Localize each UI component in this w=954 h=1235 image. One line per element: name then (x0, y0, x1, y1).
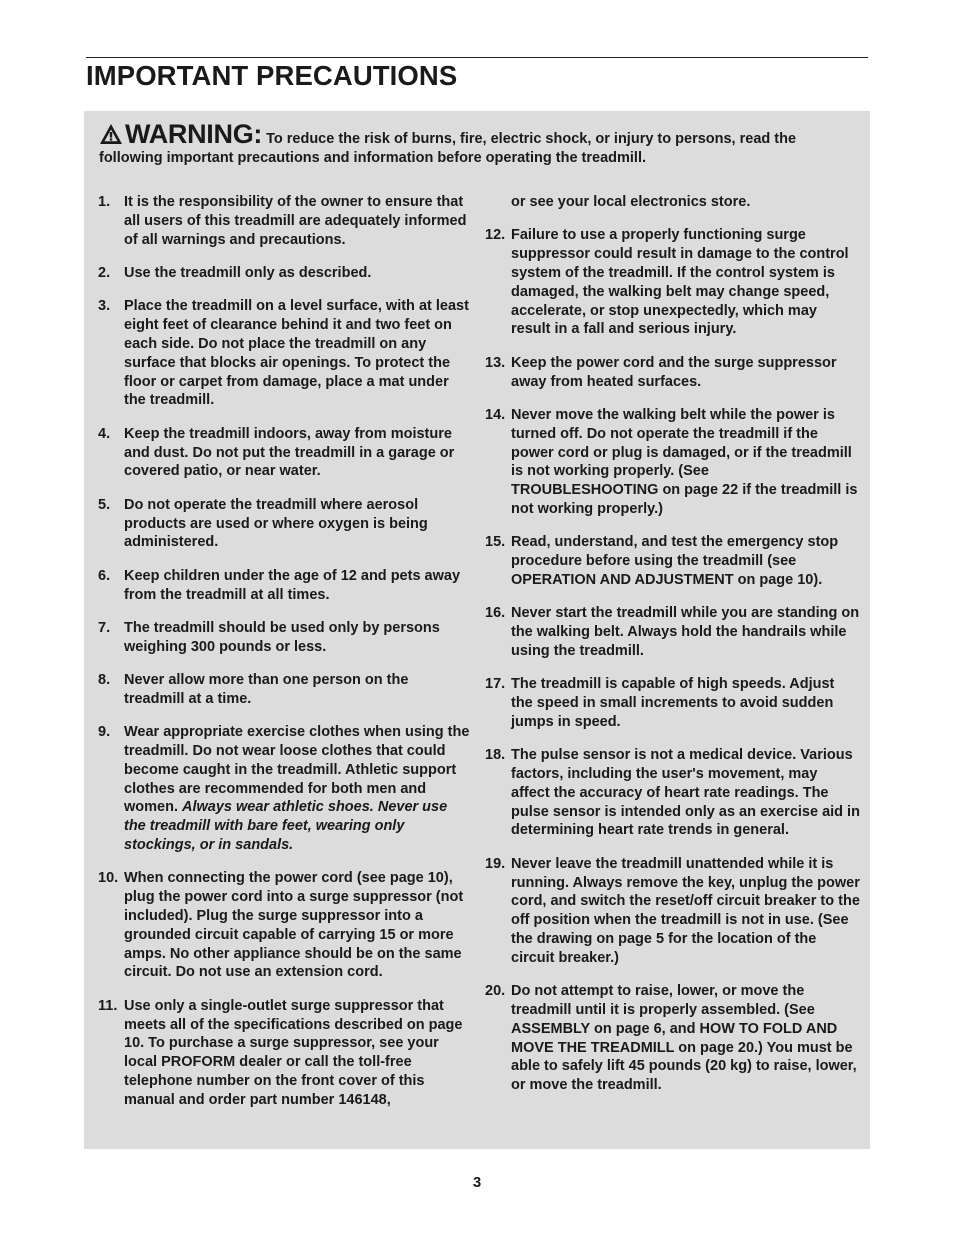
item-number: 2. (98, 264, 111, 281)
item-text: Use the treadmill only as described. (124, 264, 372, 281)
item-text: Wear appropriate exercise clothes when using the treadmill. Do not wear loose clothes that could become caught in the treadmill. Athletic support clothes are recommended for both men and women. (124, 724, 470, 816)
item-number: 9. (98, 724, 111, 741)
precaution-item (98, 671, 470, 709)
precaution-item (98, 997, 470, 1110)
item-number: 19. (485, 855, 506, 872)
item-number: 11. (98, 997, 118, 1014)
item-text: Keep the treadmill indoors, away from moisture and dust. Do not put the treadmill in a garage or covered patio, or near water. (124, 425, 455, 480)
precaution-item (485, 675, 860, 731)
item-number: 8. (98, 672, 111, 689)
item-number: 13. (485, 354, 506, 371)
precautions-column-right (485, 193, 860, 1110)
warning-triangle-icon (99, 123, 123, 145)
precaution-item (485, 354, 860, 392)
item-text: Read, understand, and test the emergency stop procedure before using the treadmill (see OPERATION AND ADJUSTMENT on page 10). (511, 534, 839, 588)
precaution-item (98, 567, 470, 605)
item-emphasis: Always wear athletic shoes. Never use the treadmill with bare feet, wearing only stockings, or in sandals. (124, 799, 448, 854)
item-number: 7. (98, 619, 111, 636)
item-number: 12. (485, 227, 506, 244)
precautions-column-left (98, 193, 470, 1124)
item-text: Do not operate the treadmill where aerosol products are used or where oxygen is being administered. (124, 496, 428, 551)
item-number: 3. (98, 298, 111, 315)
item-text: The treadmill is capable of high speeds. Adjust the speed in small increments to avoid sudden jumps in speed. (511, 676, 835, 730)
item-continuation: or see your local electronics store. (511, 194, 751, 210)
item-number: 20. (485, 983, 506, 1000)
precaution-item (98, 297, 470, 410)
item-text: Keep children under the age of 12 and pets away from the treadmill at all times. (124, 567, 461, 603)
precaution-item (485, 406, 860, 519)
item-number: 4. (98, 425, 111, 442)
item-number: 17. (485, 676, 506, 693)
item-text: When connecting the power cord (see page 10), plug the power cord into a surge suppressor (not included). Plug the surge suppressor into a grounded circuit capable of carrying 15 or more amps. No other appliance should be on the same circuit. Do not use an extension cord. (124, 870, 464, 981)
item-text: Never move the walking belt while the power is turned off. Do not operate the treadmill if the power cord or plug is damaged, or if the treadmill is not working properly. (See TROUBLESHOOTING on page 22 if the treadmill is not working properly.) (511, 406, 858, 517)
item-number: 15. (485, 534, 506, 551)
precaution-item (485, 226, 860, 339)
precaution-item (485, 604, 860, 660)
precaution-item (485, 855, 860, 968)
item-text: It is the responsibility of the owner to ensure that all users of this treadmill are adequately informed of all warnings and precautions. (124, 194, 467, 248)
item-text: The pulse sensor is not a medical device. Various factors, including the user's movement, may affect the accuracy of heart rate readings. The pulse sensor is intended only as an exercise aid in determining heart rate trends in general. (511, 747, 860, 839)
page-number: 3 (472, 1174, 482, 1191)
item-text: Use only a single-outlet surge suppressor that meets all of the specifications described on page 10. To purchase a surge suppressor, see your local PROFORM dealer or call the toll-free telephone number on the front cover of this manual and order part number 146148, (124, 997, 463, 1108)
precaution-item (98, 496, 470, 552)
item-text: Never start the treadmill while you are standing on the walking belt. Always hold the handrails while using the treadmill. (511, 605, 860, 659)
precaution-item (98, 264, 470, 283)
item-text: Failure to use a properly functioning surge suppressor could result in damage to the control system of the treadmill. If the control system is damaged, the walking belt may change speed, accelerate, or stop unexpectedly, which may result in a fall and serious injury. (511, 227, 849, 338)
precaution-item (98, 619, 470, 657)
item-text: Place the treadmill on a level surface, with at least eight feet of clearance behind it and two feet on each side. Do not place the treadmill on any surface that blocks air openings. To protect the floor or carpet from damage, place a mat under the treadmill. (124, 298, 469, 409)
item-text: Never allow more than one person on the treadmill at a time. (124, 672, 409, 707)
precautions-panel (84, 111, 870, 1149)
item-number: 6. (98, 567, 111, 584)
item-text: Do not attempt to raise, lower, or move the treadmill until it is properly assembled. (See ASSEMBLY on page 6, and HOW TO FOLD AND MOVE THE TREADMILL on page 20.) You must be able to safely lift 45 pounds (20 kg) to raise, lower, or move the treadmill. (511, 983, 857, 1094)
precaution-item (98, 193, 470, 249)
precaution-item (98, 723, 470, 855)
precaution-item (485, 533, 860, 589)
item-text: Keep the power cord and the surge suppressor away from heated surfaces. (511, 354, 837, 390)
item-number: 18. (485, 747, 506, 764)
warning-text: To reduce the risk of burns, fire, electric shock, or injury to persons, read the following important precautions and information before operating the treadmill. (99, 131, 797, 166)
item-number: 1. (98, 194, 111, 210)
precaution-item (485, 746, 860, 840)
page-title: IMPORTANT PRECAUTIONS (86, 60, 458, 91)
warning-block (99, 119, 859, 168)
precaution-item (98, 425, 470, 481)
item-number: 16. (485, 605, 506, 622)
warning-label: WARNING: (125, 119, 263, 149)
precaution-item (98, 869, 470, 982)
item-number: 10. (98, 870, 119, 887)
item-text: The treadmill should be used only by persons weighing 300 pounds or less. (124, 619, 440, 655)
item-text: Never leave the treadmill unattended while it is running. Always remove the key, unplug the power cord, and switch the reset/off circuit breaker to the off position when the treadmill is not in use. (See the drawing on page 5 for the location of the circuit breaker.) (511, 855, 860, 966)
item-number: 14. (485, 406, 506, 423)
precaution-item (485, 982, 860, 1095)
top-rule (86, 57, 868, 58)
item-number: 5. (98, 496, 111, 513)
